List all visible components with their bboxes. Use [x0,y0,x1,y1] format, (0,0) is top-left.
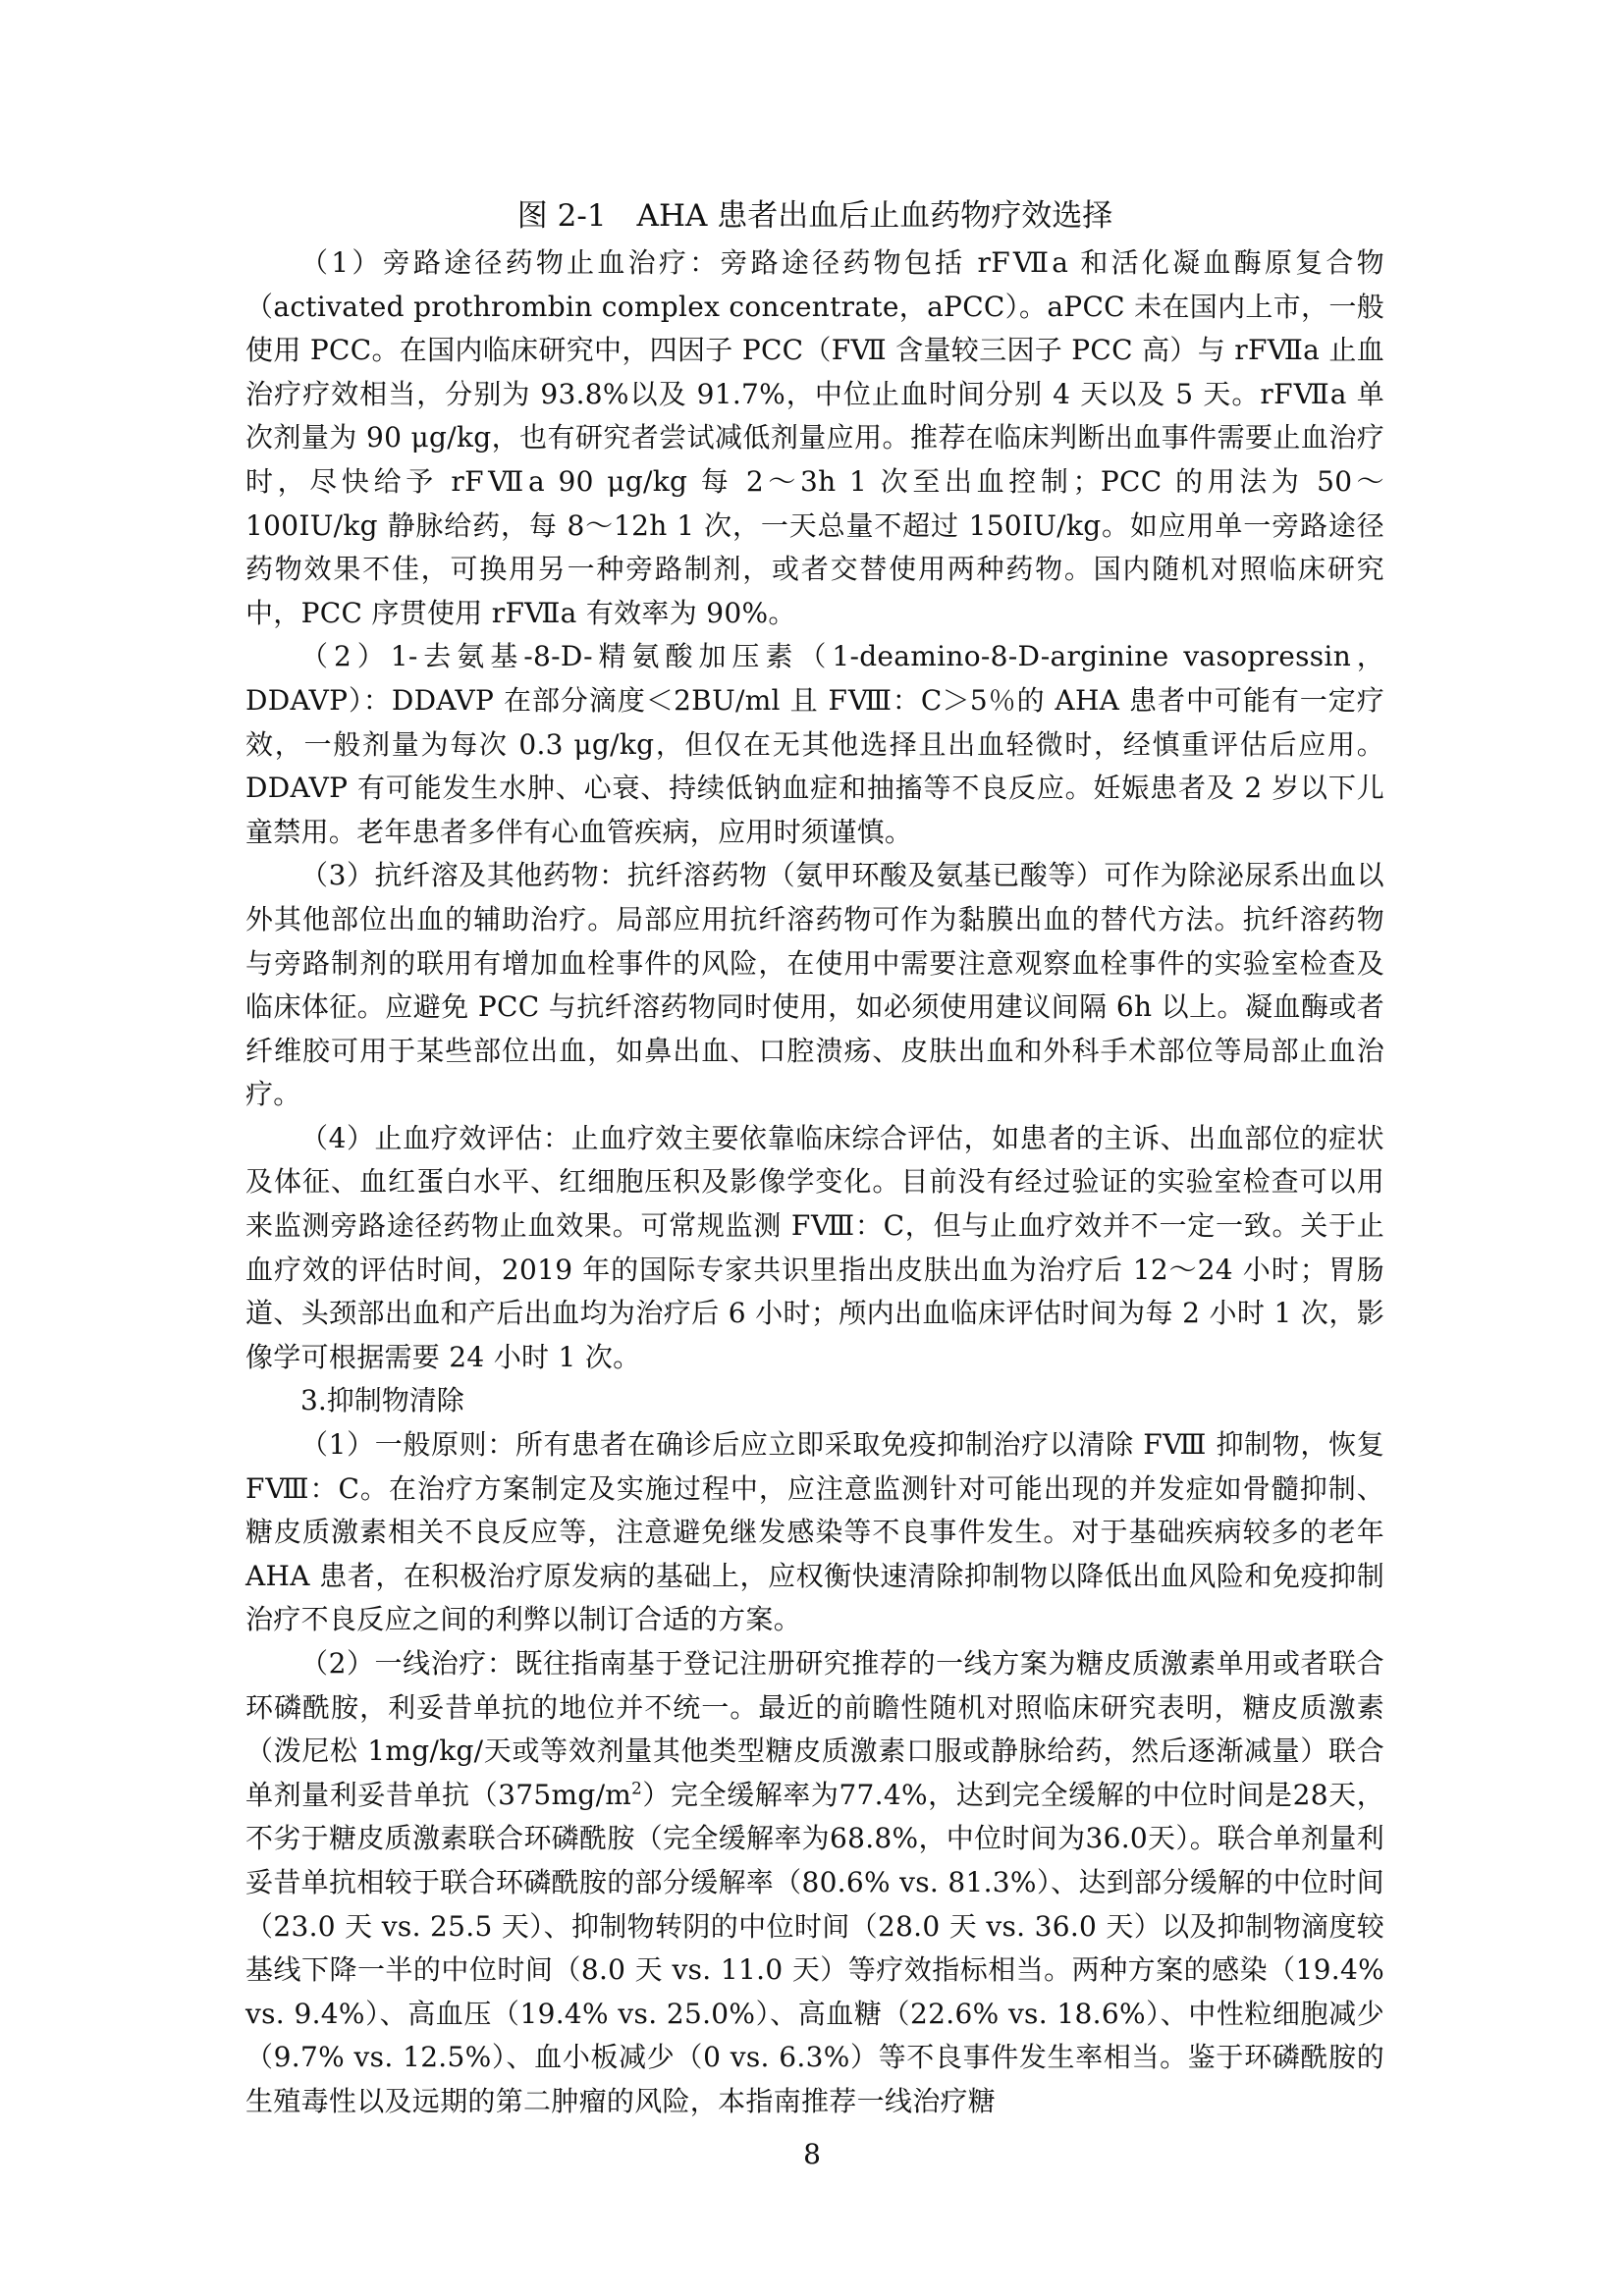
paragraph-general-principles: （1）一般原则：所有患者在确诊后应立即采取免疫抑制治疗以清除 FⅧ 抑制物，恢复 FⅧ：C。在治疗方案制定及实施过程中，应注意监测针对可能出现的并发症如骨髓抑制、糖皮质激素相关不良反应等，注意避免继发感染等不良事件发生。对于基础疾病较多的老年 AHA 患者，在积极治疗原发病的基础上，应权衡快速清除抑制物以降低出血风险和免疫抑制治疗不良反应之间的利弊以制订合适的方案。 [245,1428,1384,1636]
paragraph-ddavp: （2）1-去氨基-8-D-精氨酸加压素（1-deamino-8-D-arginine vasopressin，DDAVP）：DDAVP 在部分滴度＜2BU/ml 且 FⅧ：C＞5％的 AHA 患者中可能有一定疗效，一般剂量为每次 0.3 μg/kg，但仅在无其他选择且出血轻微时，经慎重评估后应用。DDAVP 有可能发生水肿、心衰、持续低钠血症和抽搐等不良反应。妊娠患者及 2 岁以下儿童禁用。老年患者多伴有心血管疾病，应用时须谨慎。 [245,640,1384,848]
paragraph-hemostatic-evaluation: （4）止血疗效评估：止血疗效主要依靠临床综合评估，如患者的主诉、出血部位的症状及体征、血红蛋白水平、红细胞压积及影像学变化。目前没有经过验证的实验室检查可以用来监测旁路途径药物止血效果。可常规监测 FⅧ：C，但与止血疗效并不一定一致。关于止血疗效的评估时间，2019 年的国际专家共识里指出皮肤出血为治疗后 12～24 小时；胃肠道、头颈部出血和产后出血均为治疗后 6 小时；颅内出血临床评估时间为每 2 小时 1 次，影像学可根据需要 24 小时 1 次。 [245,1121,1384,1373]
page-number: 8 [803,2138,821,2170]
superscript-exponent: 2 [631,1778,643,1798]
first-line-text-part2: ）完全缓解率为77.4%，达到完全缓解的中位时间是28天，不劣于糖皮质激素联合环磷酰胺（完全缓解率为68.8%，中位时间为36.0天）。联合单剂量利妥昔单抗相较于联合环磷酰胺的部分缓解率（80.6% vs. 81.3%）、达到部分缓解的中位时间（23.0 天 vs. 25.5 天）、抑制物转阴的中位时间（28.0 天 vs. 36.0 天）以及抑制物滴度较基线下降一半的中位时间（8.0 天 vs. 11.0 天）等疗效指标相当。两种方案的感染（19.4% vs. 9.4%）、高血压（19.4% vs. 25.0%）、高血糖（22.6% vs. 18.6%）、中性粒细胞减少（9.7% vs. 12.5%）、血小板减少（0 vs. 6.3%）等不良事件发生率相当。鉴于环磷酰胺的生殖毒性以及远期的第二肿瘤的风险，本指南推荐一线治疗糖 [245,1778,1384,2117]
section-heading-inhibitor-eradication: 3.抑制物清除 [300,1384,464,1417]
first-line-text-part1: （2）一线治疗：既往指南基于登记注册研究推荐的一线方案为糖皮质激素单用或者联合环磷酰胺，利妥昔单抗的地位并不统一。最近的前瞻性随机对照临床研究表明，糖皮质激素（泼尼松 1mg/kg/天或等效剂量其他类型糖皮质激素口服或静脉给药，然后逐渐减量）联合单剂量利妥昔单抗（375mg/m [245,1647,1384,1811]
paragraph-first-line-therapy [245,1642,1384,2124]
figure-caption: 图 2-1 AHA 患者出血后止血药物疗效选择 [516,198,1113,234]
document-page [245,194,1384,2124]
paragraph-antifibrinolytics: （3）抗纤溶及其他药物：抗纤溶药物（氨甲环酸及氨基已酸等）可作为除泌尿系出血以外其他部位出血的辅助治疗。局部应用抗纤溶药物可作为黏膜出血的替代方法。抗纤溶药物与旁路制剂的联用有增加血栓事件的风险，在使用中需要注意观察血栓事件的实验室检查及临床体征。应避免 PCC 与抗纤溶药物同时使用，如必须使用建议间隔 6h 以上。凝血酶或者纤维胶可用于某些部位出血，如鼻出血、口腔溃疡、皮肤出血和外科手术部位等局部止血治疗。 [245,859,1384,1111]
paragraph-bypass-agents: （1）旁路途径药物止血治疗：旁路途径药物包括 rFⅦa 和活化凝血酶原复合物（activated prothrombin complex concentrate，aPCC）。aPCC 未在国内上市，一般使用 PCC。在国内临床研究中，四因子 PCC（FⅦ 含量较三因子 PCC 高）与 rFⅦa 止血治疗疗效相当，分别为 93.8%以及 91.7%，中位止血时间分别 4 天以及 5 天。rFⅦa 单次剂量为 90 μg/kg，也有研究者尝试减低剂量应用。推荐在临床判断出血事件需要止血治疗时，尽快给予 rFⅦa 90 μg/kg 每 2～3h 1 次至出血控制；PCC 的用法为 50～100IU/kg 静脉给药，每 8～12h 1 次，一天总量不超过 150IU/kg。如应用单一旁路途径药物效果不佳，可换用另一种旁路制剂，或者交替使用两种药物。国内随机对照临床研究中，PCC 序贯使用 rFⅦa 有效率为 90%。 [245,246,1384,629]
